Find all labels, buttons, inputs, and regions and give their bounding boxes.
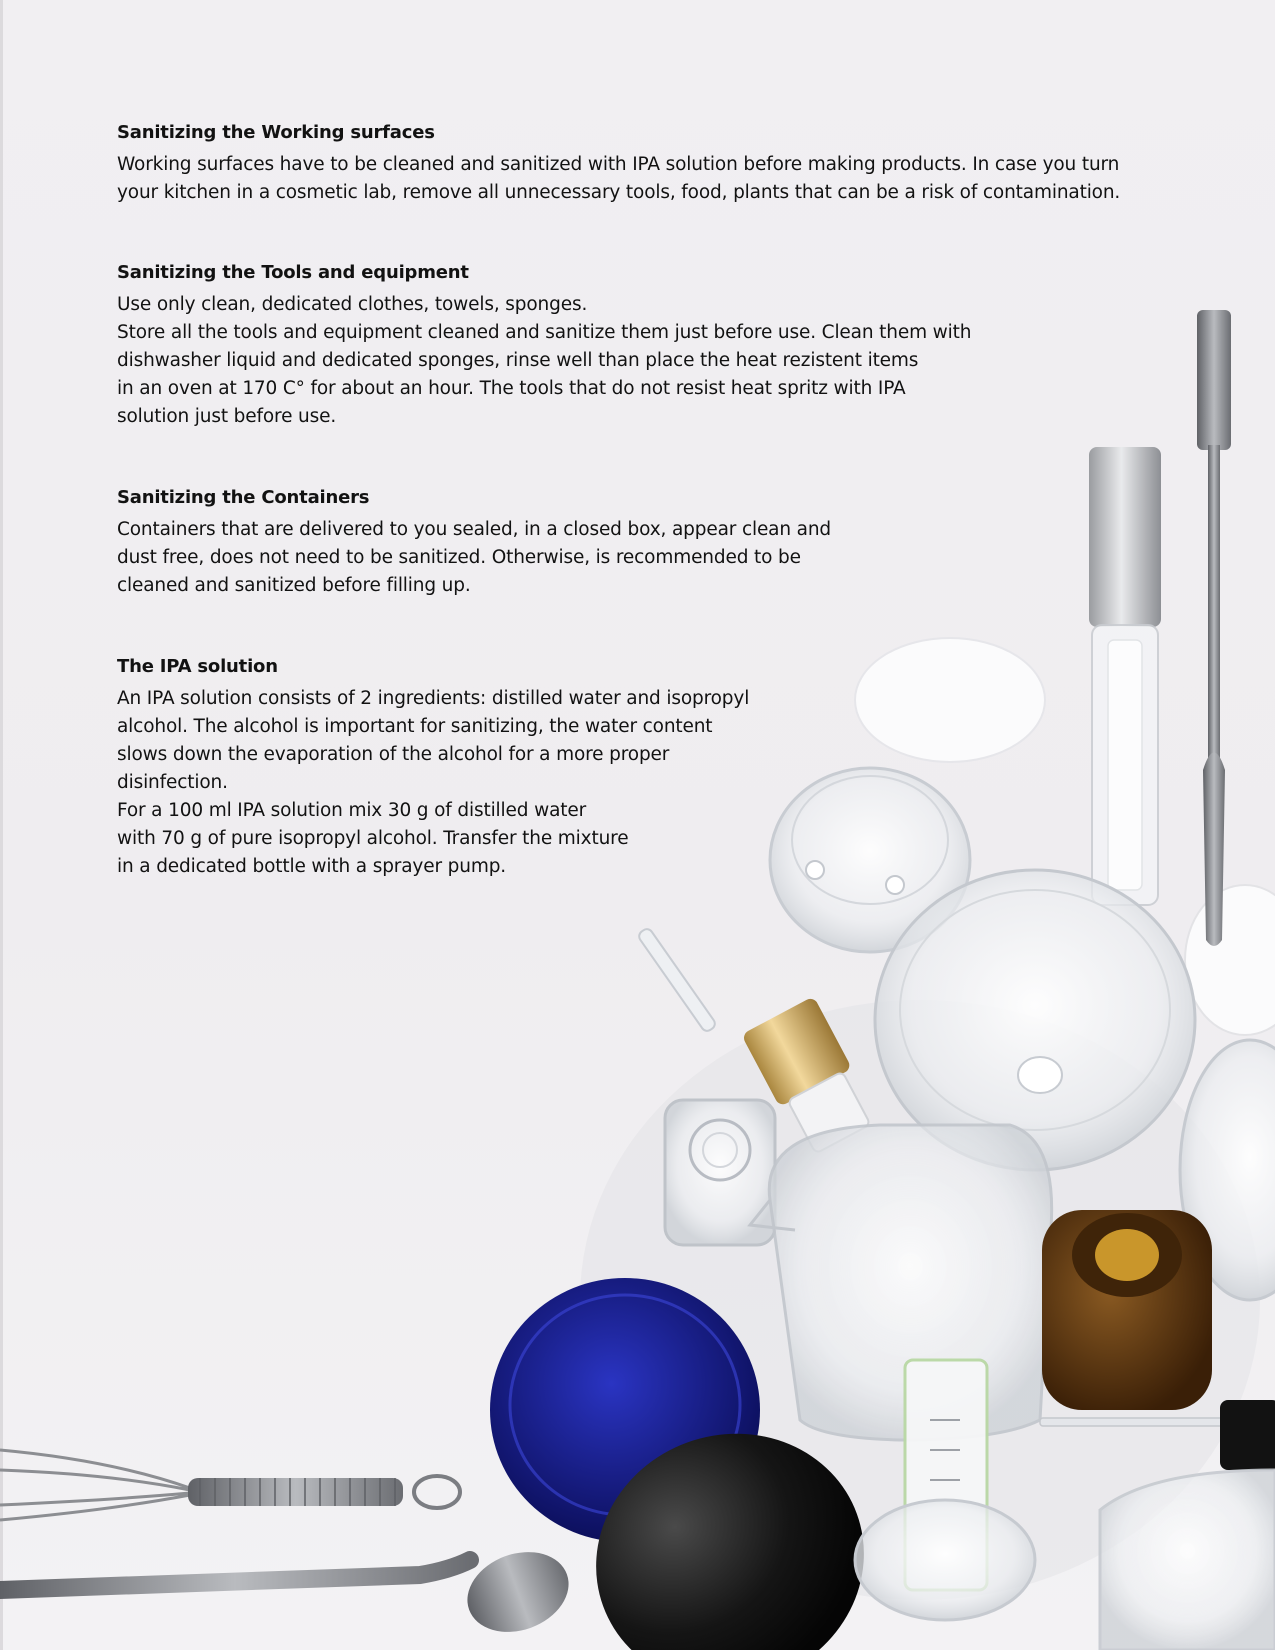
- section-text-line: with 70 g of pure isopropyl alcohol. Transfer the mixture: [117, 828, 629, 849]
- section-text-line: Store all the tools and equipment cleaned and sanitize them just before use. Clean them with: [117, 322, 972, 343]
- section-ipa-solution: [117, 653, 749, 881]
- section-text-line: dishwasher liquid and dedicated sponges, rinse well than place the heat rezistent items: [117, 350, 919, 371]
- section-heading: Sanitizing the Working surfaces: [117, 122, 435, 143]
- section-text-line: alcohol. The alcohol is important for sanitizing, the water content: [117, 716, 713, 737]
- section-containers: [117, 484, 831, 600]
- section-text-line: your kitchen in a cosmetic lab, remove all unnecessary tools, food, plants that can be a risk of contamination.: [117, 182, 1121, 203]
- section-text-line: solution just before use.: [117, 406, 337, 427]
- section-text-line: slows down the evaporation of the alcohol for a more proper: [117, 744, 670, 765]
- section-text-line: For a 100 ml IPA solution mix 30 g of distilled water: [117, 800, 587, 821]
- section-heading: Sanitizing the Containers: [117, 487, 370, 508]
- section-text-line: disinfection.: [117, 772, 228, 793]
- section-text-line: Use only clean, dedicated clothes, towels, sponges.: [117, 294, 588, 315]
- section-text-line: Working surfaces have to be cleaned and sanitized with IPA solution before making products. In case you turn: [117, 154, 1120, 175]
- section-heading: The IPA solution: [117, 656, 278, 677]
- section-text-line: dust free, does not need to be sanitized. Otherwise, is recommended to be: [117, 547, 801, 568]
- section-text-line: Containers that are delivered to you sealed, in a closed box, appear clean and: [117, 519, 832, 540]
- section-text-line: An IPA solution consists of 2 ingredients: distilled water and isopropyl: [117, 688, 750, 709]
- section-text-line: in an oven at 170 C° for about an hour. The tools that do not resist heat spritz with IPA: [117, 378, 906, 399]
- section-working-surfaces: [117, 119, 1120, 207]
- section-heading: Sanitizing the Tools and equipment: [117, 262, 469, 283]
- section-text-line: in a dedicated bottle with a sprayer pump.: [117, 856, 507, 877]
- section-text-line: cleaned and sanitized before filling up.: [117, 575, 471, 596]
- section-tools-equipment: [117, 259, 971, 431]
